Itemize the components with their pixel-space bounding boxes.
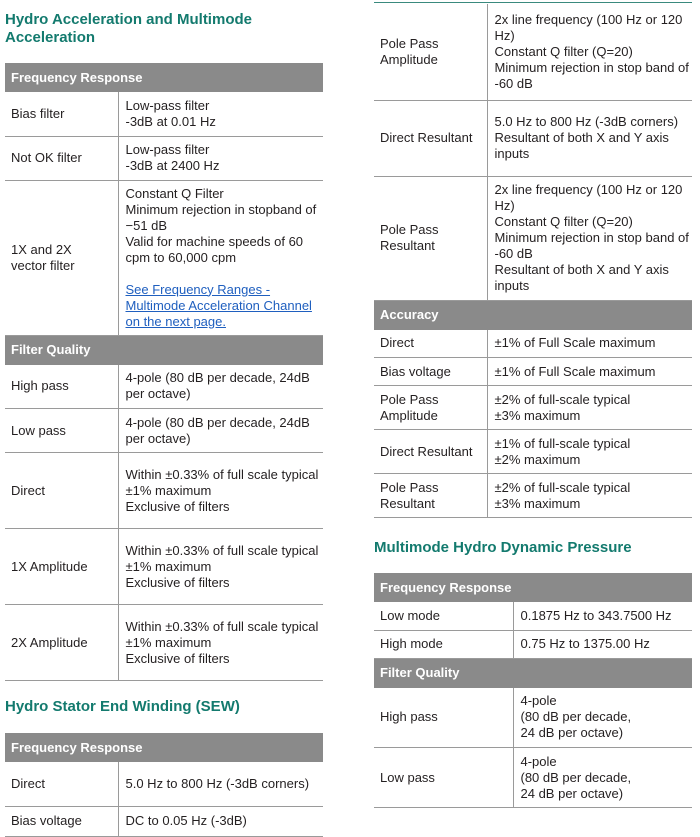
row-value: Within ±0.33% of full scale typical ±1% maximum Exclusive of filters (118, 605, 323, 681)
row-value: Constant Q Filter Minimum rejection in stopband of −51 dB Valid for machine speeds of 60 cpm to 60,000 cpm See Frequency Ranges - Multimode Acceleration Channel on the next page. (118, 180, 323, 335)
row-value: 4-pole (80 dB per decade, 24dB per octave) (118, 365, 323, 409)
row-label: 2X Amplitude (5, 605, 118, 681)
row-value: 2x line frequency (100 Hz or 120 Hz) Constant Q filter (Q=20) Minimum rejection in stop band of -60 dB Resultant of both X and Y axis inputs (487, 176, 692, 300)
row-label: Direct Resultant (374, 100, 487, 176)
section-title-hydro-acceleration: Hydro Acceleration and Multimode Acceleration (5, 11, 252, 46)
section-title-sew: Hydro Stator End Winding (SEW) (5, 698, 240, 715)
row-label: Not OK filter (5, 136, 118, 180)
row-value: ±1% of Full Scale maximum (487, 330, 692, 358)
row-value: Within ±0.33% of full scale typical ±1% maximum Exclusive of filters (118, 453, 323, 529)
row-value: 4-pole (80 dB per decade, 24 dB per octave) (513, 688, 692, 748)
row-value: 4-pole (80 dB per decade, 24 dB per octave) (513, 748, 692, 808)
table-multimode-pressure (374, 573, 692, 808)
table-header: Frequency Response (5, 733, 323, 762)
right-column (374, 0, 692, 808)
row-value: Low-pass filter -3dB at 0.01 Hz (118, 92, 323, 136)
row-label: Low pass (5, 409, 118, 453)
row-value: 0.75 Hz to 1375.00 Hz (513, 630, 692, 658)
section-title-multimode-pressure: Multimode Hydro Dynamic Pressure (374, 539, 632, 556)
row-label: High pass (374, 688, 513, 748)
row-value: ±2% of full-scale typical ±3% maximum (487, 386, 692, 430)
row-label: Direct (5, 453, 118, 529)
table-header: Frequency Response (5, 63, 323, 92)
row-label: High pass (5, 365, 118, 409)
row-label: High mode (374, 630, 513, 658)
table-freq-response-sew (5, 733, 323, 837)
row-value: ±1% of full-scale typical ±2% maximum (487, 430, 692, 474)
table-freq-response-hydro-accel (5, 63, 323, 681)
row-label: Bias voltage (374, 358, 487, 386)
row-label: 1X and 2X vector filter (5, 180, 118, 335)
row-value: 5.0 Hz to 800 Hz (-3dB corners) Resultant of both X and Y axis inputs (487, 100, 692, 176)
row-value: 0.1875 Hz to 343.7500 Hz (513, 602, 692, 630)
row-label: Pole Pass Resultant (374, 474, 487, 518)
frequency-ranges-link[interactable]: See Frequency Ranges - Multimode Acceleration Channel on the next page. (125, 281, 312, 329)
table-header: Filter Quality (5, 335, 323, 365)
row-value: Within ±0.33% of full scale typical ±1% maximum Exclusive of filters (118, 529, 323, 605)
row-label: Pole Pass Amplitude (374, 386, 487, 430)
row-label: Low mode (374, 602, 513, 630)
row-value: Low-pass filter -3dB at 2400 Hz (118, 136, 323, 180)
row-label: Low pass (374, 748, 513, 808)
row-value: 5.0 Hz to 800 Hz (-3dB corners) (118, 762, 323, 806)
table-header: Frequency Response (374, 573, 692, 602)
row-label: Bias filter (5, 92, 118, 136)
row-label: 1X Amplitude (5, 529, 118, 605)
row-label: Bias voltage (5, 806, 118, 836)
row-value: ±2% of full-scale typical ±3% maximum (487, 474, 692, 518)
left-column (5, 0, 323, 837)
table-header: Accuracy (374, 300, 692, 330)
row-label: Direct (5, 762, 118, 806)
row-label: Direct Resultant (374, 430, 487, 474)
row-value: DC to 0.05 Hz (-3dB) (118, 806, 323, 836)
row-value: ±1% of Full Scale maximum (487, 358, 692, 386)
row-label: Pole Pass Amplitude (374, 4, 487, 100)
table-header: Filter Quality (374, 658, 692, 688)
table-pole-pass-continued (374, 4, 692, 518)
row-label: Direct (374, 330, 487, 358)
row-value: 4-pole (80 dB per decade, 24dB per octave) (118, 409, 323, 453)
row-value: 2x line frequency (100 Hz or 120 Hz) Constant Q filter (Q=20) Minimum rejection in stop band of -60 dB (487, 4, 692, 100)
row-label: Pole Pass Resultant (374, 176, 487, 300)
